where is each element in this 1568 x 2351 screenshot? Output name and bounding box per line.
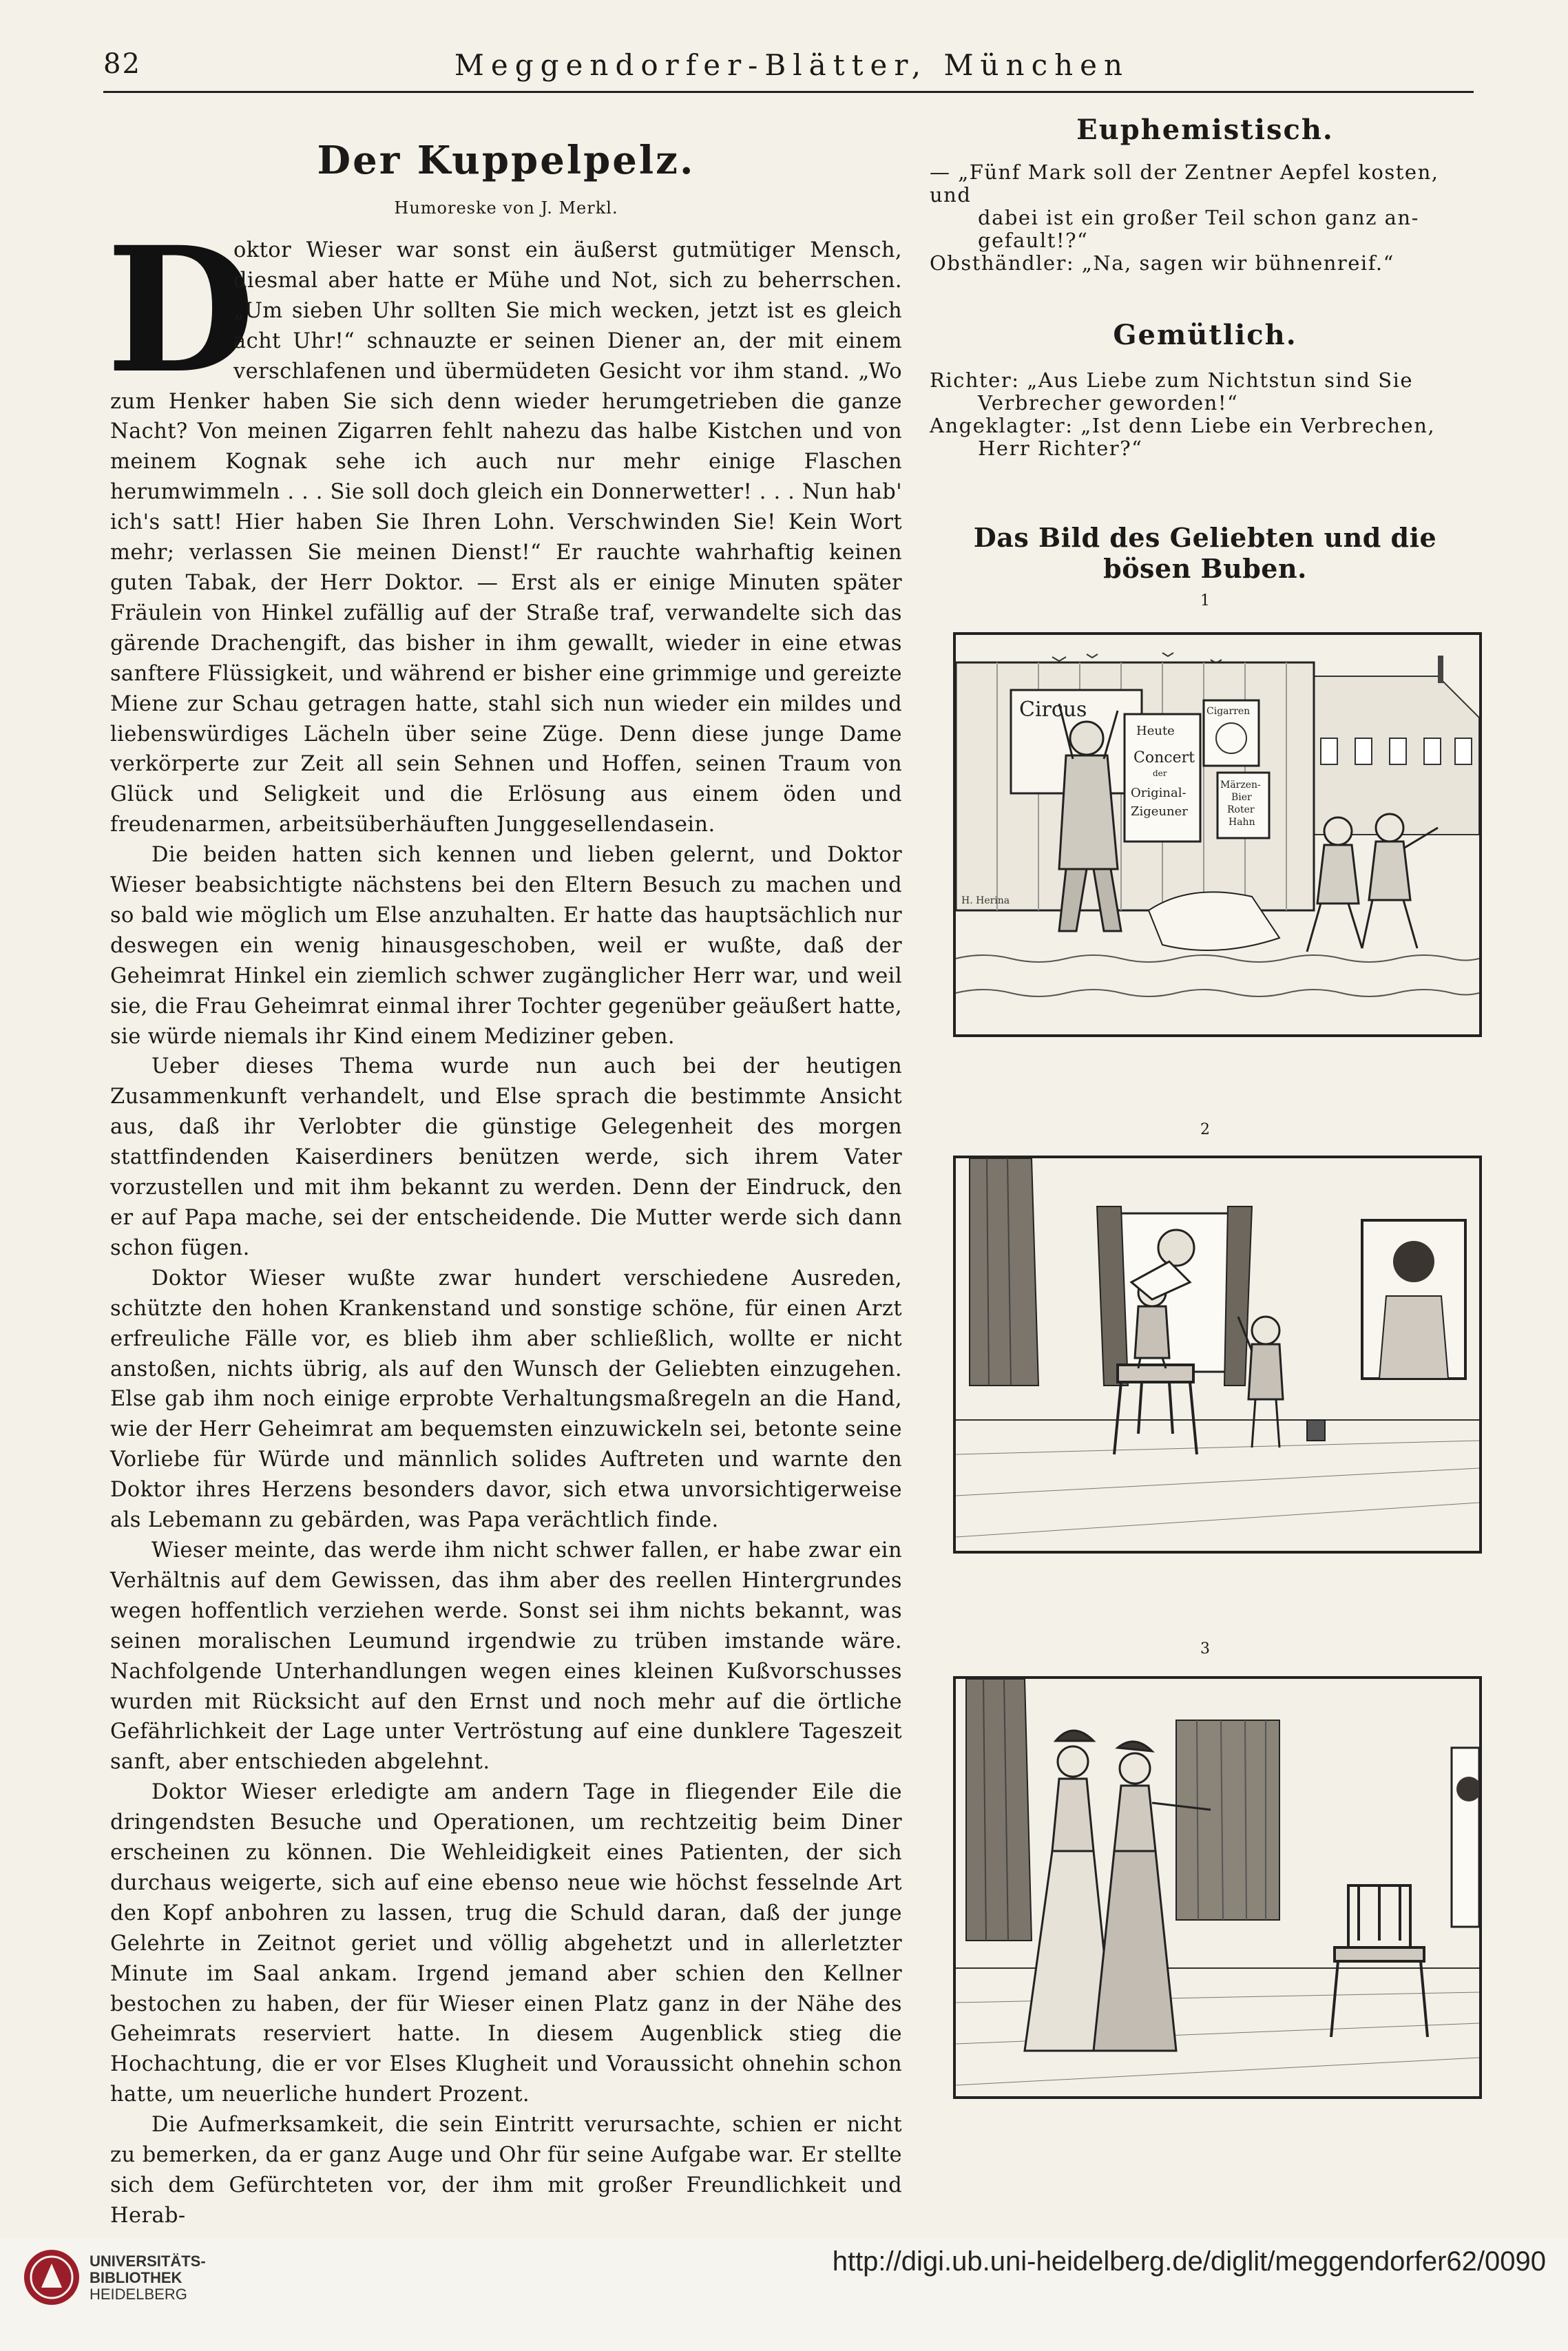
- svg-text:Heute: Heute: [1136, 724, 1175, 738]
- comic-title: Das Bild des Geliebten und die bösen Buben.: [973, 522, 1437, 584]
- drop-cap: D: [106, 209, 256, 411]
- comic-panel-1: [953, 632, 1482, 1037]
- source-url-link[interactable]: http://digi.ub.uni-heidelberg.de/diglit/meggendorfer62/0090: [832, 2246, 1546, 2277]
- svg-text:Roter: Roter: [1227, 804, 1255, 815]
- svg-text:Original-: Original-: [1131, 786, 1187, 800]
- panel-1-illustration: [956, 635, 1479, 1034]
- story-byline: Humoreske von J. Merkl.: [394, 198, 618, 218]
- story-paragraph-1: D oktor Wieser war sonst ein äußerst gutmütiger Mensch, diesmal aber hatte er Mühe und Not, sich zu beherrschen. „Um sieben Uhr sollten Sie mich wecken, jetzt ist es gleich acht Uhr!“ schnauzte er seinen Diener an, der mit einem verschlafenen und übermüdeten Gesicht vor ihm stand. „Wo zum Henker haben Sie sich denn wieder herumgetrieben die ganze Nacht? Von meinen Zigarren fehlt nahezu das halbe Kistchen und von meinem Kognak sehe ich auch nur mehr einige Flaschen herumwimmeln . . . Sie soll doch gleich ein Donnerwetter! . . . Nun hab' ich's satt! Hier haben Sie Ihren Lohn. Verschwinden Sie! Kein Wort mehr; verlassen Sie meinen Dienst!“ Er rauchte wahrhaftig keinen guten Tabak, der Herr Doktor. — Erst als er einige Minuten später Fräulein von Hinkel zufällig auf der Straße traf, verwandelte sich das gärende Drachengift, das bisher in ihm gewallt, wieder in eine etwas sanftere Flüssigkeit, und während er bisher eine grimmige und gereizte Miene zur Schau getragen hatte, stahl sich nun wieder ein mildes und liebenswürdiges Lächeln über seine Züge. Denn diese junge Dame verkörperte zur Zeit all sein Sehnen und Hoffen, seinen Traum von Glück und Seligkeit und die Erlösung aus einem öden und freudenarmen, arbeitsüberhäuften Junggesellendasein.: [106, 209, 902, 837]
- page-number: 82: [103, 48, 141, 80]
- svg-text:Bier: Bier: [1231, 792, 1252, 803]
- story-paragraph-5: Wieser meinte, das werde ihm nicht schwer fallen, er habe zwar ein Verhältnis auf dem Gewissen, das ihm aber des reellen Hintergrundes wegen hoffentlich verziehen werde. Sonst sei ihm nichts bekannt, was seinen moralischen Leumund irgendwie zu trüben imstande wäre. Nachfolgende Unterhandlungen wegen eines kleinen Kußvorschusses wurden mit Rücksicht auf den Ernst und noch mehr auf die örtliche Gefährlichkeit der Lage unter Vertröstung auf eine dunklere Tageszeit sanft, aber entschieden abgelehnt.: [110, 1538, 902, 1775]
- panel-3-illustration: [956, 1679, 1479, 2096]
- panel-number-2: 2: [1200, 1121, 1210, 1138]
- library-name: UNIVERSITÄTS- BIBLIOTHEK HEIDELBERG: [90, 2253, 206, 2303]
- poster-circus: Circus: [1019, 698, 1087, 722]
- story-paragraph-6: Doktor Wieser erledigte am andern Tage in fliegender Eile die dringendsten Besuche und Operationen, um rechtzeitig beim Diner erscheinen zu können. Die Wehleidigkeit eines Patienten, der sich durchaus weigerte, sich auf eine ebenso neue wie höchst fesselnde Art den Kopf anbohren zu lassen, trug die Schuld daran, daß der junge Gelehrte in Zeitnot geriet und völlig abgehetzt und in allerletzter Minute im Saal ankam. Irgend jemand aber schien den Kellner bestochen zu haben, der für Wieser einen Platz ganz in der Nähe des Geheimrats reserviert hatte. In diesem Augenblick stieg die Hochachtung, die er vor Elses Klugheit und Voraussicht ohnehin schon hatte, um neuerliche hundert Prozent.: [110, 1780, 902, 2107]
- svg-text:Zigeuner: Zigeuner: [1131, 804, 1188, 819]
- comic-panel-2: [953, 1156, 1482, 1554]
- svg-text:H. Herina: H. Herina: [961, 895, 1010, 906]
- story-paragraph-7: Die Aufmerksamkeit, die sein Eintritt verursachte, schien er nicht zu bemerken, da er ganz Auge und Ohr für seine Aufgabe war. Er stellte sich dem Gefürchteten vor, der ihm mit großer Freundlichkeit und Herab-: [110, 2113, 902, 2228]
- page-header: [103, 48, 1481, 90]
- story-paragraph-4: Doktor Wieser wußte zwar hundert verschiedene Ausreden, schützte den hohen Krankenstand und sonstige schöne, für einen Arzt erfreuliche Fälle vor, es blieb ihm aber schließlich, wollte er nicht anstoßen, nichts übrig, als auf den Wunsch der Geliebten einzugehen. Else gab ihm noch einige erprobte Verhaltungsmaßregeln an die Hand, wie der Herr Geheimrat am bequemsten einzuwickeln sei, betonte seine Vorliebe für Würde und männlich solides Auftreten und warnte den Doktor ihres Herzens besonders davor, sich etwa unvorsichtigerweise als Lebemann zu gebärden, was Papa verächtlich finde.: [110, 1266, 902, 1533]
- joke1-text: — „Fünf Mark soll der Zentner Aepfel kosten, und dabei ist ein großer Teil schon ganz an- gefault!?“ Obsthändler: „Na, sagen wir bühnenreif.“: [930, 160, 1439, 275]
- joke1-title: Euphemistisch.: [1076, 114, 1334, 146]
- panel-2-illustration: [956, 1158, 1479, 1551]
- joke2-title: Gemütlich.: [1113, 319, 1297, 351]
- comic-panel-3: [953, 1676, 1482, 2099]
- story-paragraph-3: Ueber dieses Thema wurde nun auch bei der heutigen Zusammenkunft verhandelt, und Else sprach die bestimmte Ansicht aus, daß ihr Verlobter die günstige Gelegenheit des morgen stattfindenden Kaiserdiners benützen werde, sich ihrem Vater vorzustellen und mit ihm bekannt zu werden. Denn der Eindruck, den er auf Papa mache, sei der entscheidende. Die Mutter werde sich dann schon fügen.: [110, 1054, 902, 1260]
- sidebar-column: [930, 114, 1481, 609]
- svg-text:Hahn: Hahn: [1229, 817, 1255, 828]
- joke2-text: Richter: „Aus Liebe zum Nichtstun sind Sie Verbrecher geworden!“ Angeklagter: „Ist denn Liebe ein Verbrechen, Herr Richter?“: [930, 368, 1436, 460]
- running-title: Meggendorfer-Blätter, München: [454, 48, 1130, 82]
- svg-text:der: der: [1153, 769, 1167, 778]
- panel-number-1: 1: [1200, 592, 1210, 609]
- svg-text:Cigarren: Cigarren: [1206, 706, 1251, 717]
- header-rule: [103, 91, 1474, 93]
- panel-number-3: 3: [1200, 1640, 1210, 1658]
- story-column: [106, 138, 902, 2255]
- story-title: Der Kuppelpelz.: [317, 138, 696, 183]
- svg-text:Concert: Concert: [1133, 749, 1195, 766]
- svg-text:Märzen-: Märzen-: [1220, 780, 1261, 791]
- story-paragraph-2: Die beiden hatten sich kennen und lieben gelernt, und Doktor Wieser beabsichtigte nächstens bei den Eltern Besuch zu machen und so bald wie möglich um Else anzuhalten. Er hatte das hauptsächlich nur deswegen ein wenig hinausgeschoben, weil er wußte, daß der Geheimrat Hinkel ein ziemlich schwer zugänglicher Herr war, und weil sie, die Frau Geheimrat einmal ihrer Tochter gegenüber geäußert hatte, sie würde niemals ihr Kind einem Mediziner geben.: [110, 843, 902, 1049]
- library-seal-icon: [21, 2246, 83, 2311]
